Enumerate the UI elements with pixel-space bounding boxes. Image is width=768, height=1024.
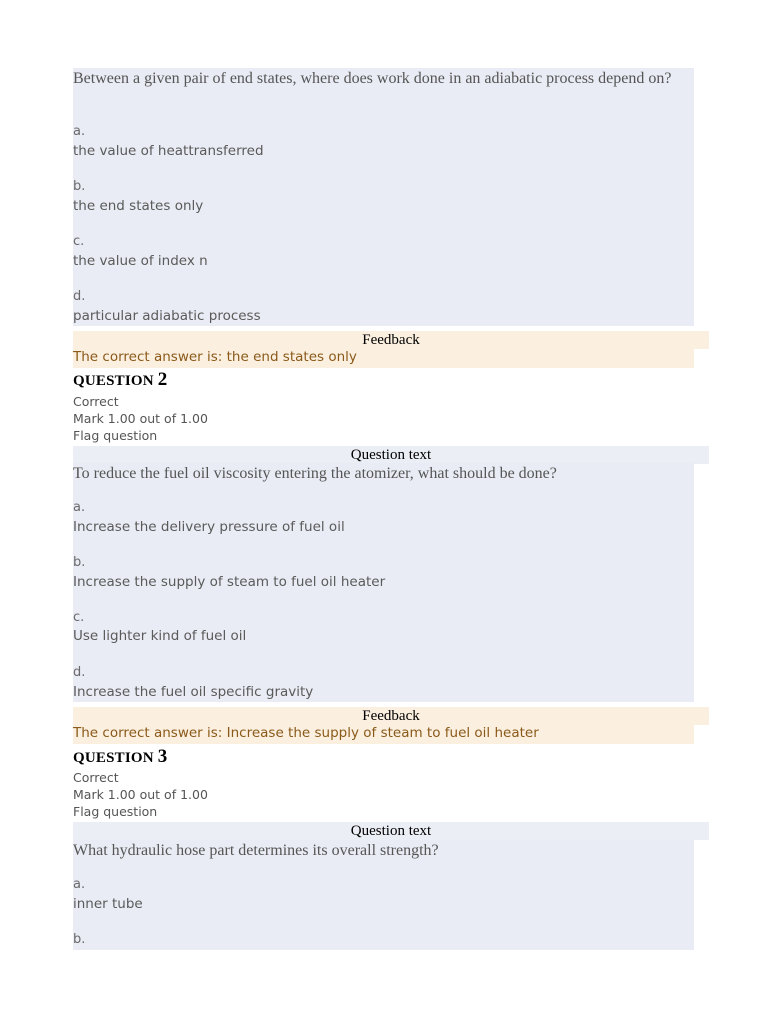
question-text-label: Question text: [350, 447, 432, 463]
option-a-letter: a.: [73, 877, 86, 892]
question-text-header: [73, 446, 709, 464]
flag-question-link[interactable]: Flag question: [73, 428, 158, 443]
option-b-letter: b.: [73, 555, 86, 570]
option-a-text[interactable]: the value of heattransferred: [73, 143, 264, 159]
question-3-mark: Mark 1.00 out of 1.00: [73, 787, 208, 802]
feedback-label: Feedback: [362, 332, 420, 348]
question-1-box: [73, 68, 694, 326]
question-word: QUESTION: [73, 373, 154, 389]
feedback-header: [73, 331, 709, 349]
option-b-text[interactable]: Increase the supply of steam to fuel oil heater: [73, 574, 386, 590]
question-2-status: Correct: [73, 394, 119, 409]
question-3-heading: [73, 746, 167, 768]
question-text-header: [73, 822, 709, 840]
question-text-label: Question text: [350, 823, 432, 839]
option-c-text[interactable]: Use lighter kind of fuel oil: [73, 628, 247, 644]
correct-answer-box: [73, 724, 694, 744]
option-b-letter: b.: [73, 932, 86, 947]
question-2-text: To reduce the fuel oil viscosity entering the atomizer, what should be done?: [73, 465, 557, 482]
question-2-heading: [73, 369, 167, 391]
option-a-letter: a.: [73, 124, 86, 139]
option-a-text[interactable]: inner tube: [73, 896, 143, 912]
option-d-text[interactable]: particular adiabatic process: [73, 308, 261, 324]
correct-answer-box: [73, 348, 694, 368]
correct-answer-text: The correct answer is: Increase the supply of steam to fuel oil heater: [73, 725, 539, 741]
option-c-letter: c.: [73, 234, 85, 249]
question-word: QUESTION: [73, 750, 154, 766]
question-3-text: What hydraulic hose part determines its overall strength?: [73, 842, 439, 859]
correct-answer-text: The correct answer is: the end states only: [73, 349, 357, 365]
question-3-status: Correct: [73, 770, 119, 785]
option-c-text[interactable]: the value of index n: [73, 253, 208, 269]
feedback-header: [73, 707, 709, 725]
flag-question-link[interactable]: Flag question: [73, 804, 158, 819]
option-d-letter: d.: [73, 665, 86, 680]
option-b-text[interactable]: the end states only: [73, 198, 204, 214]
feedback-label: Feedback: [362, 708, 420, 724]
option-b-letter: b.: [73, 179, 86, 194]
option-d-letter: d.: [73, 289, 86, 304]
question-1-text: Between a given pair of end states, where does work done in an adiabatic process depend on?: [73, 70, 672, 87]
option-a-text[interactable]: Increase the delivery pressure of fuel oil: [73, 519, 345, 535]
option-d-text[interactable]: Increase the fuel oil specific gravity: [73, 684, 314, 700]
option-c-letter: c.: [73, 610, 85, 625]
question-2-mark: Mark 1.00 out of 1.00: [73, 411, 208, 426]
question-number: 2: [157, 369, 168, 390]
question-number: 3: [157, 746, 168, 767]
option-a-letter: a.: [73, 500, 86, 515]
